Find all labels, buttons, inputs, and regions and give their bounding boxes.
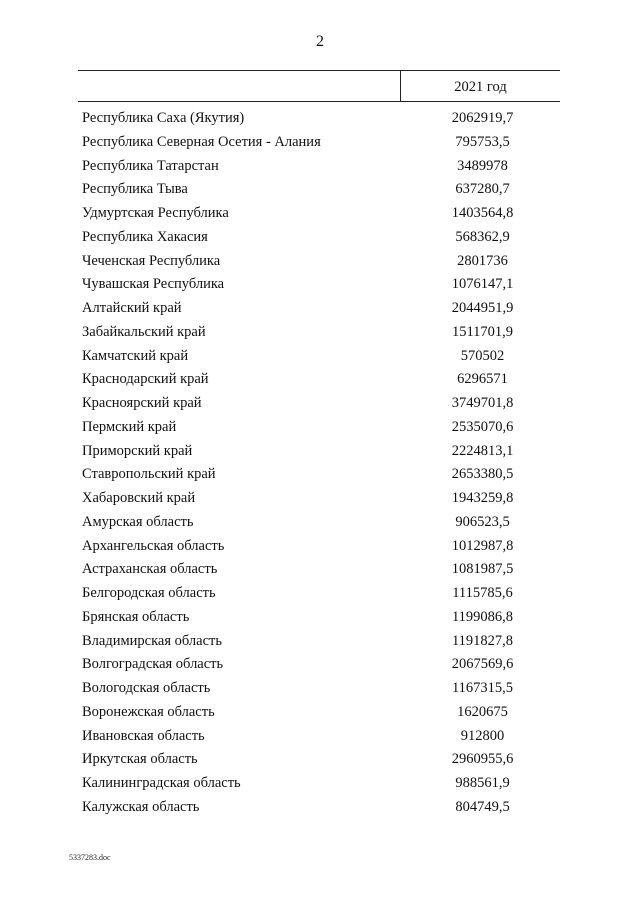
region-name: Республика Северная Осетия - Алания — [82, 133, 321, 150]
region-name: Калининградская область — [82, 775, 241, 791]
table-row — [0, 558, 640, 582]
region-name: Астраханская область — [82, 561, 218, 578]
region-name: Чувашская Республика — [82, 276, 225, 293]
region-name: Волгоградская область — [82, 656, 224, 673]
table-row — [0, 748, 640, 772]
table-row — [0, 202, 640, 226]
region-value: 1081987,5 — [451, 561, 514, 578]
table-row — [0, 440, 640, 464]
table-row — [0, 131, 640, 155]
region-name: Пермский край — [82, 418, 177, 435]
region-value: 2044951,9 — [451, 300, 514, 316]
region-name: Красноярский край — [82, 395, 202, 411]
region-value: 6296571 — [457, 371, 508, 388]
region-name: Ивановская область — [82, 727, 205, 744]
region-table-body — [0, 107, 640, 820]
table-row — [0, 297, 640, 321]
table-row — [0, 273, 640, 297]
region-value: 1076147,1 — [451, 276, 514, 293]
table-header-bottom-rule — [78, 101, 560, 102]
page-number: 2 — [316, 33, 324, 50]
table-row — [0, 653, 640, 677]
region-name: Алтайский край — [82, 300, 182, 316]
region-value: 3489978 — [457, 157, 508, 174]
region-name: Белгородская область — [82, 585, 216, 601]
table-row — [0, 226, 640, 250]
table-row — [0, 630, 640, 654]
region-name: Ставропольский край — [82, 466, 216, 483]
region-value: 1620675 — [457, 703, 508, 720]
region-name: Удмуртская Республика — [82, 205, 229, 221]
region-value: 2062919,7 — [451, 110, 514, 126]
region-name: Чеченская Республика — [82, 252, 221, 269]
region-name: Амурская область — [82, 513, 194, 530]
table-row — [0, 107, 640, 131]
region-name: Республика Татарстан — [82, 157, 219, 174]
table-row — [0, 535, 640, 559]
table-row — [0, 772, 640, 796]
region-value: 568362,9 — [455, 228, 510, 245]
table-row — [0, 155, 640, 179]
region-value: 988561,9 — [455, 775, 510, 791]
table-row — [0, 345, 640, 369]
table-row — [0, 511, 640, 535]
region-value: 1511701,9 — [451, 323, 514, 340]
table-row — [0, 321, 640, 345]
table-row — [0, 392, 640, 416]
region-value: 1191827,8 — [451, 632, 514, 649]
region-value: 1403564,8 — [451, 205, 514, 221]
region-name: Краснодарский край — [82, 371, 209, 388]
table-row — [0, 250, 640, 274]
region-value: 2653380,5 — [451, 466, 514, 483]
document-filename: 5337283.doc — [69, 853, 111, 862]
region-name: Владимирская область — [82, 632, 222, 649]
region-value: 1115785,6 — [452, 585, 513, 601]
region-name: Забайкальский край — [82, 323, 206, 340]
region-value: 1943259,8 — [451, 490, 514, 506]
table-row — [0, 416, 640, 440]
region-value: 804749,5 — [455, 798, 510, 815]
region-name: Республика Саха (Якутия) — [82, 110, 245, 126]
region-name: Республика Тыва — [82, 181, 188, 198]
table-row — [0, 725, 640, 749]
region-value: 2224813,1 — [451, 442, 514, 459]
region-value: 1167315,5 — [451, 680, 514, 696]
region-name: Хабаровский край — [82, 490, 196, 506]
table-row — [0, 368, 640, 392]
region-value: 637280,7 — [455, 181, 510, 198]
table-row — [0, 796, 640, 820]
region-value: 2535070,6 — [451, 418, 514, 435]
region-name: Вологодская область — [82, 680, 211, 696]
region-value: 1012987,8 — [451, 537, 514, 554]
table-row — [0, 178, 640, 202]
region-value: 795753,5 — [455, 133, 510, 150]
year-column-header: 2021 год — [454, 79, 507, 95]
region-value: 2067569,6 — [451, 656, 514, 673]
table-header-top-rule — [78, 70, 560, 71]
table-row — [0, 606, 640, 630]
table-row — [0, 582, 640, 606]
table-row — [0, 463, 640, 487]
table-row — [0, 487, 640, 511]
region-name: Архангельская область — [82, 537, 225, 554]
region-name: Воронежская область — [82, 703, 215, 720]
region-value: 2801736 — [457, 252, 508, 269]
region-name: Камчатский край — [82, 347, 189, 364]
region-name: Республика Хакасия — [82, 228, 208, 245]
region-name: Брянская область — [82, 608, 190, 625]
table-row — [0, 701, 640, 725]
region-value: 906523,5 — [455, 513, 510, 530]
region-value: 3749701,8 — [451, 395, 514, 411]
region-name: Иркутская область — [82, 751, 198, 768]
table-row — [0, 677, 640, 701]
region-name: Калужская область — [82, 798, 200, 815]
region-value: 570502 — [460, 347, 505, 364]
region-value: 1199086,8 — [451, 608, 514, 625]
region-name: Приморский край — [82, 442, 193, 459]
region-value: 2960955,6 — [451, 751, 514, 768]
region-value: 912800 — [460, 727, 505, 744]
